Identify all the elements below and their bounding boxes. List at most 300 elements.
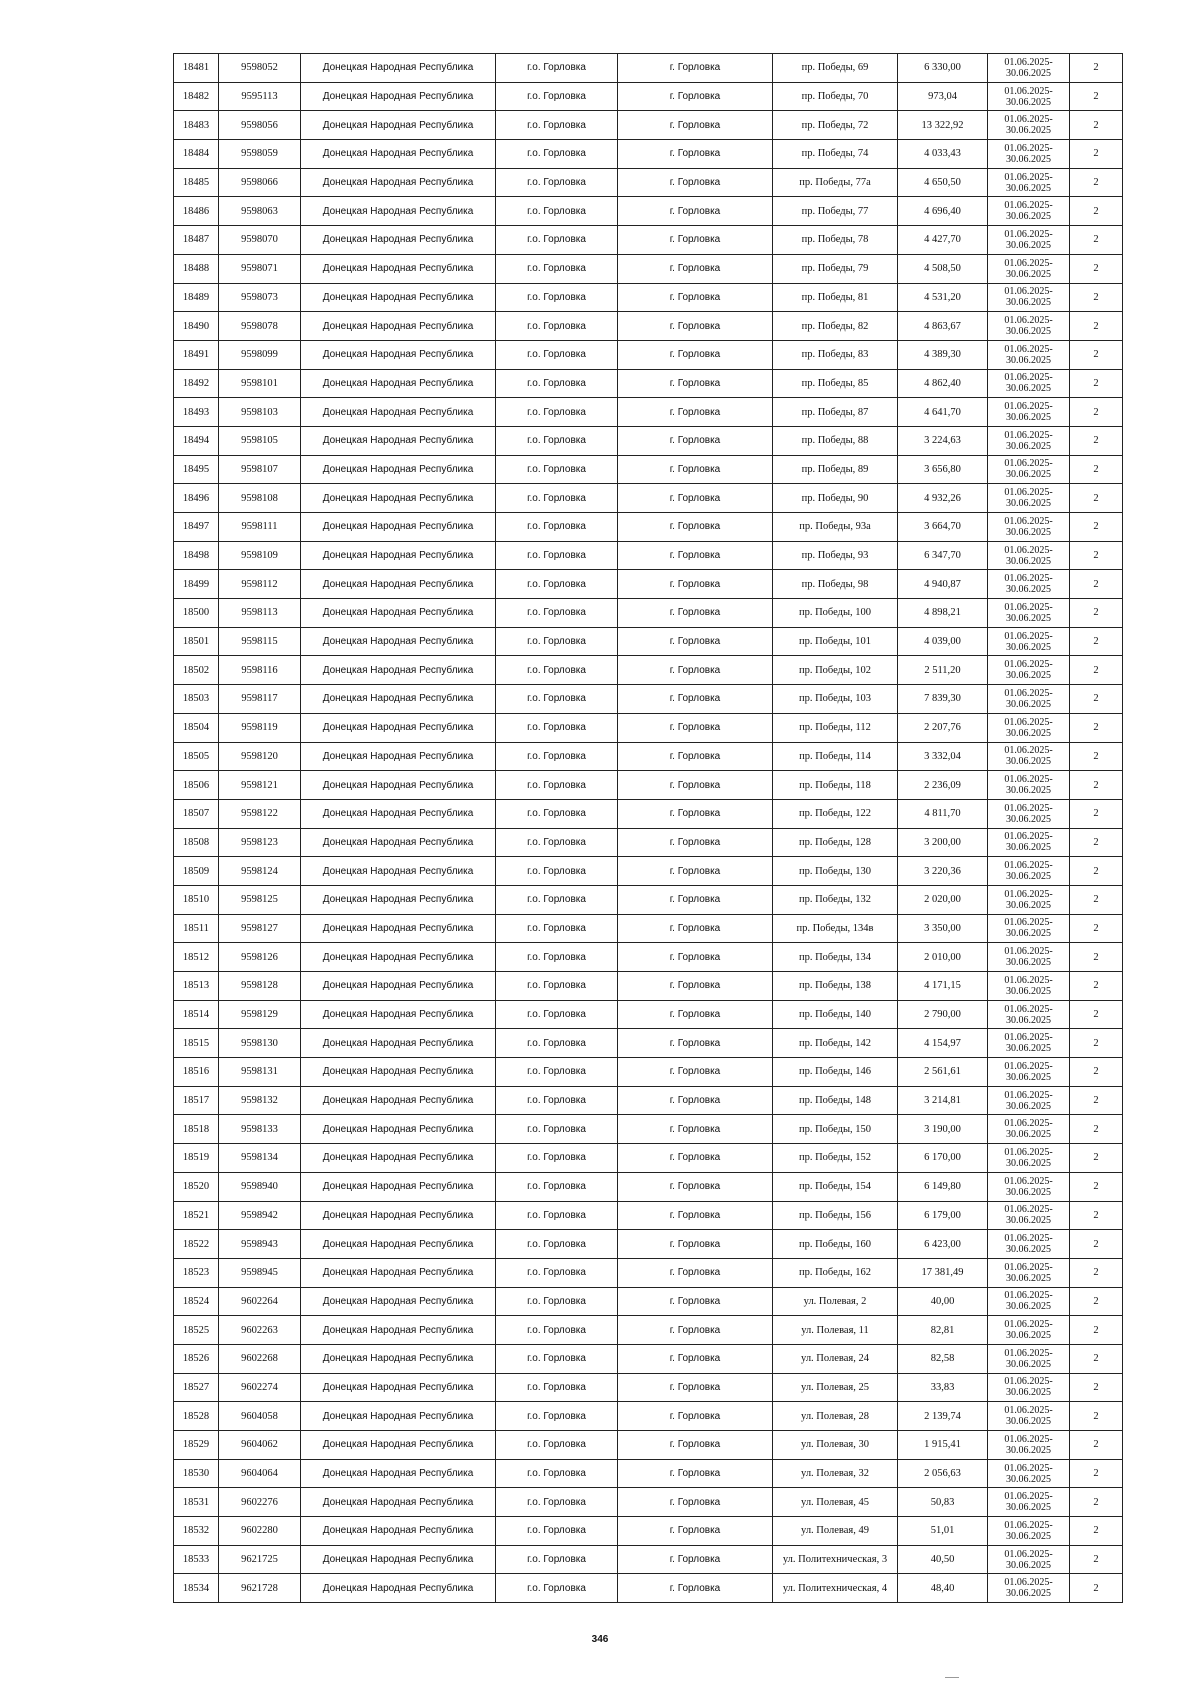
- category-cell: 2: [1070, 1201, 1123, 1230]
- table-row: [174, 484, 1123, 513]
- region-cell: Донецкая Народная Республика: [301, 570, 496, 599]
- district-cell: г.о. Горловка: [496, 570, 618, 599]
- address-cell: пр. Победы, 130: [773, 857, 898, 886]
- row-number-cell: 18516: [174, 1058, 219, 1087]
- region-cell: Донецкая Народная Республика: [301, 111, 496, 140]
- period-end: 30.06.2025: [1006, 1043, 1051, 1055]
- category-cell: 2: [1070, 1373, 1123, 1402]
- address-cell: пр. Победы, 89: [773, 455, 898, 484]
- row-number-cell: 18526: [174, 1344, 219, 1373]
- period-start: 01.06.2025-: [1004, 343, 1053, 355]
- address-cell: пр. Победы, 134: [773, 943, 898, 972]
- table-row: [174, 713, 1123, 742]
- district-cell: г.о. Горловка: [496, 312, 618, 341]
- address-cell: пр. Победы, 134в: [773, 914, 898, 943]
- category-cell: 2: [1070, 627, 1123, 656]
- category-cell: 2: [1070, 656, 1123, 685]
- period-start: 01.06.2025-: [1004, 974, 1053, 986]
- address-cell: пр. Победы, 93а: [773, 513, 898, 542]
- period-end: 30.06.2025: [1006, 1071, 1051, 1083]
- address-cell: пр. Победы, 93: [773, 541, 898, 570]
- period-cell: [988, 226, 1070, 255]
- row-number-cell: 18492: [174, 369, 219, 398]
- table-row: [174, 426, 1123, 455]
- row-number-cell: 18499: [174, 570, 219, 599]
- address-cell: пр. Победы, 118: [773, 771, 898, 800]
- table-row: [174, 570, 1123, 599]
- table-row: [174, 1115, 1123, 1144]
- period-end: 30.06.2025: [1006, 928, 1051, 940]
- period-end: 30.06.2025: [1006, 785, 1051, 797]
- region-cell: Донецкая Народная Республика: [301, 283, 496, 312]
- period-start: 01.06.2025-: [1004, 257, 1053, 269]
- account-code-cell: 9598134: [219, 1144, 301, 1173]
- row-number-cell: 18514: [174, 1000, 219, 1029]
- period-cell: [988, 283, 1070, 312]
- table-row: [174, 1144, 1123, 1173]
- period-end: 30.06.2025: [1006, 326, 1051, 338]
- address-cell: пр. Победы, 128: [773, 828, 898, 857]
- period-start: 01.06.2025-: [1004, 888, 1053, 900]
- account-code-cell: 9621728: [219, 1574, 301, 1603]
- address-cell: пр. Победы, 81: [773, 283, 898, 312]
- table-row: [174, 1029, 1123, 1058]
- amount-cell: 2 010,00: [898, 943, 988, 972]
- city-cell: г. Горловка: [618, 1172, 773, 1201]
- region-cell: Донецкая Народная Республика: [301, 455, 496, 484]
- address-cell: пр. Победы, 79: [773, 254, 898, 283]
- period-cell: [988, 943, 1070, 972]
- amount-cell: 51,01: [898, 1517, 988, 1546]
- district-cell: г.о. Горловка: [496, 1230, 618, 1259]
- amount-cell: 4 171,15: [898, 972, 988, 1001]
- category-cell: 2: [1070, 197, 1123, 226]
- city-cell: г. Горловка: [618, 398, 773, 427]
- amount-cell: 973,04: [898, 82, 988, 111]
- period-end: 30.06.2025: [1006, 1244, 1051, 1256]
- row-number-cell: 18500: [174, 599, 219, 628]
- city-cell: г. Горловка: [618, 1058, 773, 1087]
- period-cell: [988, 713, 1070, 742]
- city-cell: г. Горловка: [618, 283, 773, 312]
- region-cell: Донецкая Народная Республика: [301, 685, 496, 714]
- category-cell: 2: [1070, 885, 1123, 914]
- row-number-cell: 18518: [174, 1115, 219, 1144]
- table-row: [174, 1058, 1123, 1087]
- row-number-cell: 18517: [174, 1086, 219, 1115]
- amount-cell: 4 863,67: [898, 312, 988, 341]
- period-end: 30.06.2025: [1006, 813, 1051, 825]
- row-number-cell: 18494: [174, 426, 219, 455]
- period-cell: [988, 1029, 1070, 1058]
- scan-mark: [945, 1677, 959, 1678]
- period-end: 30.06.2025: [1006, 268, 1051, 280]
- address-cell: пр. Победы, 146: [773, 1058, 898, 1087]
- region-cell: Донецкая Народная Республика: [301, 484, 496, 513]
- city-cell: г. Горловка: [618, 54, 773, 83]
- amount-cell: 3 190,00: [898, 1115, 988, 1144]
- category-cell: 2: [1070, 54, 1123, 83]
- district-cell: г.о. Горловка: [496, 599, 618, 628]
- period-start: 01.06.2025-: [1004, 573, 1053, 585]
- row-number-cell: 18505: [174, 742, 219, 771]
- category-cell: 2: [1070, 111, 1123, 140]
- table-row: [174, 1000, 1123, 1029]
- row-number-cell: 18489: [174, 283, 219, 312]
- table-row: [174, 914, 1123, 943]
- region-cell: Донецкая Народная Республика: [301, 1373, 496, 1402]
- address-cell: пр. Победы, 101: [773, 627, 898, 656]
- period-end: 30.06.2025: [1006, 239, 1051, 251]
- row-number-cell: 18483: [174, 111, 219, 140]
- category-cell: 2: [1070, 1431, 1123, 1460]
- region-cell: Донецкая Народная Республика: [301, 885, 496, 914]
- row-number-cell: 18534: [174, 1574, 219, 1603]
- period-end: 30.06.2025: [1006, 383, 1051, 395]
- table-row: [174, 283, 1123, 312]
- city-cell: г. Горловка: [618, 226, 773, 255]
- city-cell: г. Горловка: [618, 685, 773, 714]
- category-cell: 2: [1070, 1230, 1123, 1259]
- table-row: [174, 627, 1123, 656]
- period-end: 30.06.2025: [1006, 1416, 1051, 1428]
- row-number-cell: 18519: [174, 1144, 219, 1173]
- period-cell: [988, 1517, 1070, 1546]
- period-cell: [988, 168, 1070, 197]
- row-number-cell: 18528: [174, 1402, 219, 1431]
- period-start: 01.06.2025-: [1004, 860, 1053, 872]
- category-cell: 2: [1070, 713, 1123, 742]
- amount-cell: 4 531,20: [898, 283, 988, 312]
- amount-cell: 4 932,26: [898, 484, 988, 513]
- address-cell: пр. Победы, 77а: [773, 168, 898, 197]
- account-code-cell: 9598123: [219, 828, 301, 857]
- region-cell: Донецкая Народная Республика: [301, 1574, 496, 1603]
- district-cell: г.о. Горловка: [496, 972, 618, 1001]
- city-cell: г. Горловка: [618, 972, 773, 1001]
- period-start: 01.06.2025-: [1004, 802, 1053, 814]
- period-end: 30.06.2025: [1006, 1588, 1051, 1600]
- address-cell: ул. Полевая, 25: [773, 1373, 898, 1402]
- amount-cell: 4 811,70: [898, 799, 988, 828]
- table-row: [174, 1287, 1123, 1316]
- region-cell: Донецкая Народная Республика: [301, 1058, 496, 1087]
- category-cell: 2: [1070, 1115, 1123, 1144]
- table-row: [174, 82, 1123, 111]
- period-end: 30.06.2025: [1006, 1301, 1051, 1313]
- district-cell: г.о. Горловка: [496, 426, 618, 455]
- period-cell: [988, 972, 1070, 1001]
- period-end: 30.06.2025: [1006, 440, 1051, 452]
- period-end: 30.06.2025: [1006, 555, 1051, 567]
- table-row: [174, 197, 1123, 226]
- amount-cell: 3 656,80: [898, 455, 988, 484]
- period-end: 30.06.2025: [1006, 985, 1051, 997]
- district-cell: г.о. Горловка: [496, 1115, 618, 1144]
- city-cell: г. Горловка: [618, 627, 773, 656]
- period-end: 30.06.2025: [1006, 1387, 1051, 1399]
- table-row: [174, 1459, 1123, 1488]
- period-start: 01.06.2025-: [1004, 85, 1053, 97]
- table-row: [174, 742, 1123, 771]
- row-number-cell: 18510: [174, 885, 219, 914]
- region-cell: Донецкая Народная Республика: [301, 168, 496, 197]
- district-cell: г.о. Горловка: [496, 828, 618, 857]
- amount-cell: 50,83: [898, 1488, 988, 1517]
- category-cell: 2: [1070, 1144, 1123, 1173]
- district-cell: г.о. Горловка: [496, 54, 618, 83]
- period-start: 01.06.2025-: [1004, 142, 1053, 154]
- table-row: [174, 943, 1123, 972]
- amount-cell: 2 561,61: [898, 1058, 988, 1087]
- region-cell: Донецкая Народная Республика: [301, 1287, 496, 1316]
- address-cell: пр. Победы, 114: [773, 742, 898, 771]
- category-cell: 2: [1070, 140, 1123, 169]
- period-cell: [988, 828, 1070, 857]
- account-code-cell: 9598942: [219, 1201, 301, 1230]
- category-cell: 2: [1070, 312, 1123, 341]
- address-cell: ул. Полевая, 32: [773, 1459, 898, 1488]
- district-cell: г.о. Горловка: [496, 484, 618, 513]
- district-cell: г.о. Горловка: [496, 1000, 618, 1029]
- table-row: [174, 140, 1123, 169]
- period-start: 01.06.2025-: [1004, 458, 1053, 470]
- address-cell: ул. Полевая, 24: [773, 1344, 898, 1373]
- category-cell: 2: [1070, 943, 1123, 972]
- city-cell: г. Горловка: [618, 828, 773, 857]
- district-cell: г.о. Горловка: [496, 799, 618, 828]
- amount-cell: 3 664,70: [898, 513, 988, 542]
- period-start: 01.06.2025-: [1004, 1319, 1053, 1331]
- period-end: 30.06.2025: [1006, 67, 1051, 79]
- district-cell: г.о. Горловка: [496, 369, 618, 398]
- district-cell: г.о. Горловка: [496, 1431, 618, 1460]
- period-end: 30.06.2025: [1006, 1215, 1051, 1227]
- city-cell: г. Горловка: [618, 312, 773, 341]
- region-cell: Донецкая Народная Республика: [301, 742, 496, 771]
- address-cell: пр. Победы, 103: [773, 685, 898, 714]
- account-code-cell: 9598103: [219, 398, 301, 427]
- region-cell: Донецкая Народная Республика: [301, 656, 496, 685]
- period-start: 01.06.2025-: [1004, 1433, 1053, 1445]
- region-cell: Донецкая Народная Республика: [301, 914, 496, 943]
- region-cell: Донецкая Народная Республика: [301, 857, 496, 886]
- period-start: 01.06.2025-: [1004, 831, 1053, 843]
- period-start: 01.06.2025-: [1004, 946, 1053, 958]
- account-code-cell: 9598115: [219, 627, 301, 656]
- table-row: [174, 254, 1123, 283]
- address-cell: пр. Победы, 112: [773, 713, 898, 742]
- city-cell: г. Горловка: [618, 914, 773, 943]
- region-cell: Донецкая Народная Республика: [301, 54, 496, 83]
- category-cell: 2: [1070, 799, 1123, 828]
- period-end: 30.06.2025: [1006, 1129, 1051, 1141]
- table-row: [174, 972, 1123, 1001]
- table-row: [174, 599, 1123, 628]
- account-code-cell: 9598119: [219, 713, 301, 742]
- district-cell: г.о. Горловка: [496, 1172, 618, 1201]
- address-cell: пр. Победы, 90: [773, 484, 898, 513]
- amount-cell: 6 149,80: [898, 1172, 988, 1201]
- period-end: 30.06.2025: [1006, 1530, 1051, 1542]
- city-cell: г. Горловка: [618, 771, 773, 800]
- address-cell: пр. Победы, 154: [773, 1172, 898, 1201]
- region-cell: Донецкая Народная Республика: [301, 1144, 496, 1173]
- district-cell: г.о. Горловка: [496, 713, 618, 742]
- address-cell: пр. Победы, 87: [773, 398, 898, 427]
- period-cell: [988, 742, 1070, 771]
- city-cell: г. Горловка: [618, 1201, 773, 1230]
- address-cell: пр. Победы, 83: [773, 340, 898, 369]
- period-start: 01.06.2025-: [1004, 1577, 1053, 1589]
- category-cell: 2: [1070, 541, 1123, 570]
- address-cell: пр. Победы, 85: [773, 369, 898, 398]
- account-code-cell: 9598943: [219, 1230, 301, 1259]
- period-start: 01.06.2025-: [1004, 1032, 1053, 1044]
- table-row: [174, 1373, 1123, 1402]
- period-start: 01.06.2025-: [1004, 286, 1053, 298]
- category-cell: 2: [1070, 1545, 1123, 1574]
- district-cell: г.о. Горловка: [496, 541, 618, 570]
- period-end: 30.06.2025: [1006, 641, 1051, 653]
- city-cell: г. Горловка: [618, 254, 773, 283]
- address-cell: ул. Политехническая, 4: [773, 1574, 898, 1603]
- address-cell: пр. Победы, 72: [773, 111, 898, 140]
- district-cell: г.о. Горловка: [496, 197, 618, 226]
- period-end: 30.06.2025: [1006, 727, 1051, 739]
- period-start: 01.06.2025-: [1004, 1146, 1053, 1158]
- account-code-cell: 9604058: [219, 1402, 301, 1431]
- row-number-cell: 18487: [174, 226, 219, 255]
- table-row: [174, 398, 1123, 427]
- district-cell: г.о. Горловка: [496, 340, 618, 369]
- city-cell: г. Горловка: [618, 82, 773, 111]
- period-start: 01.06.2025-: [1004, 1491, 1053, 1503]
- row-number-cell: 18501: [174, 627, 219, 656]
- address-cell: пр. Победы, 150: [773, 1115, 898, 1144]
- account-code-cell: 9621725: [219, 1545, 301, 1574]
- period-cell: [988, 312, 1070, 341]
- period-start: 01.06.2025-: [1004, 544, 1053, 556]
- row-number-cell: 18522: [174, 1230, 219, 1259]
- account-code-cell: 9602264: [219, 1287, 301, 1316]
- row-number-cell: 18508: [174, 828, 219, 857]
- row-number-cell: 18521: [174, 1201, 219, 1230]
- account-code-cell: 9598130: [219, 1029, 301, 1058]
- city-cell: г. Горловка: [618, 943, 773, 972]
- amount-cell: 2 790,00: [898, 1000, 988, 1029]
- row-number-cell: 18530: [174, 1459, 219, 1488]
- city-cell: г. Горловка: [618, 455, 773, 484]
- period-start: 01.06.2025-: [1004, 1118, 1053, 1130]
- region-cell: Донецкая Народная Республика: [301, 1344, 496, 1373]
- amount-cell: 2 139,74: [898, 1402, 988, 1431]
- row-number-cell: 18485: [174, 168, 219, 197]
- amount-cell: 4 940,87: [898, 570, 988, 599]
- region-cell: Донецкая Народная Республика: [301, 828, 496, 857]
- amount-cell: 17 381,49: [898, 1258, 988, 1287]
- period-start: 01.06.2025-: [1004, 601, 1053, 613]
- period-cell: [988, 254, 1070, 283]
- period-cell: [988, 627, 1070, 656]
- district-cell: г.о. Горловка: [496, 1373, 618, 1402]
- city-cell: г. Горловка: [618, 857, 773, 886]
- district-cell: г.о. Горловка: [496, 627, 618, 656]
- region-cell: Донецкая Народная Республика: [301, 340, 496, 369]
- category-cell: 2: [1070, 226, 1123, 255]
- row-number-cell: 18504: [174, 713, 219, 742]
- period-cell: [988, 1344, 1070, 1373]
- amount-cell: 48,40: [898, 1574, 988, 1603]
- amount-cell: 4 039,00: [898, 627, 988, 656]
- period-end: 30.06.2025: [1006, 469, 1051, 481]
- period-end: 30.06.2025: [1006, 1358, 1051, 1370]
- period-cell: [988, 140, 1070, 169]
- table-row: [174, 1172, 1123, 1201]
- amount-cell: 2 236,09: [898, 771, 988, 800]
- city-cell: г. Горловка: [618, 742, 773, 771]
- amount-cell: 4 650,50: [898, 168, 988, 197]
- region-cell: Донецкая Народная Республика: [301, 1086, 496, 1115]
- period-cell: [988, 1316, 1070, 1345]
- region-cell: Донецкая Народная Республика: [301, 713, 496, 742]
- account-code-cell: 9598101: [219, 369, 301, 398]
- district-cell: г.о. Горловка: [496, 1029, 618, 1058]
- region-cell: Донецкая Народная Республика: [301, 1000, 496, 1029]
- amount-cell: 4 641,70: [898, 398, 988, 427]
- period-start: 01.06.2025-: [1004, 1290, 1053, 1302]
- district-cell: г.о. Горловка: [496, 254, 618, 283]
- city-cell: г. Горловка: [618, 140, 773, 169]
- city-cell: г. Горловка: [618, 1574, 773, 1603]
- city-cell: г. Горловка: [618, 1459, 773, 1488]
- period-cell: [988, 340, 1070, 369]
- address-cell: ул. Полевая, 28: [773, 1402, 898, 1431]
- row-number-cell: 18491: [174, 340, 219, 369]
- category-cell: 2: [1070, 972, 1123, 1001]
- period-end: 30.06.2025: [1006, 1559, 1051, 1571]
- category-cell: 2: [1070, 1086, 1123, 1115]
- city-cell: г. Горловка: [618, 656, 773, 685]
- category-cell: 2: [1070, 1316, 1123, 1345]
- address-cell: пр. Победы, 152: [773, 1144, 898, 1173]
- period-end: 30.06.2025: [1006, 153, 1051, 165]
- account-code-cell: 9598052: [219, 54, 301, 83]
- row-number-cell: 18533: [174, 1545, 219, 1574]
- district-cell: г.о. Горловка: [496, 656, 618, 685]
- period-end: 30.06.2025: [1006, 698, 1051, 710]
- period-cell: [988, 1115, 1070, 1144]
- region-cell: Донецкая Народная Республика: [301, 513, 496, 542]
- city-cell: г. Горловка: [618, 1258, 773, 1287]
- district-cell: г.о. Горловка: [496, 1086, 618, 1115]
- table-row: [174, 828, 1123, 857]
- region-cell: Донецкая Народная Республика: [301, 1029, 496, 1058]
- category-cell: 2: [1070, 1344, 1123, 1373]
- address-cell: пр. Победы, 77: [773, 197, 898, 226]
- category-cell: 2: [1070, 254, 1123, 283]
- city-cell: г. Горловка: [618, 1517, 773, 1546]
- account-code-cell: 9598108: [219, 484, 301, 513]
- period-start: 01.06.2025-: [1004, 1519, 1053, 1531]
- amount-cell: 2 056,63: [898, 1459, 988, 1488]
- period-end: 30.06.2025: [1006, 612, 1051, 624]
- row-number-cell: 18513: [174, 972, 219, 1001]
- category-cell: 2: [1070, 771, 1123, 800]
- table-row: [174, 1201, 1123, 1230]
- period-end: 30.06.2025: [1006, 125, 1051, 137]
- row-number-cell: 18515: [174, 1029, 219, 1058]
